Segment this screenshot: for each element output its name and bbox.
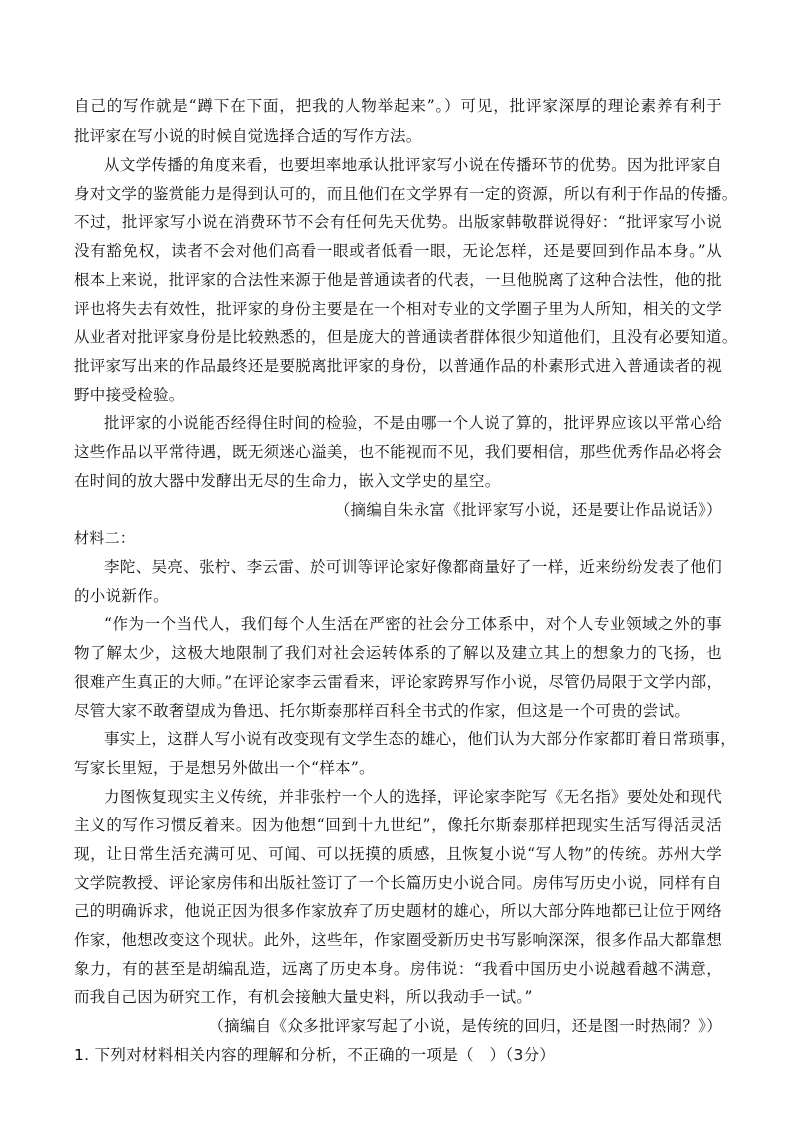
source-citation: （摘编自《众多批评家写起了小说，是传统的回归，还是图一时热闹？》）	[208, 1017, 722, 1035]
text-line: 身对文学的鉴赏能力是得到认可的，而且他们在文学界有一定的资源，所以有利于作品的传播。	[74, 185, 738, 203]
text-line: 的小说新作。	[74, 587, 169, 605]
text-line: 这些作品以平常待遇，既无须迷心溢美，也不能视而不见，我们要相信，那些优秀作品必将会	[74, 443, 722, 461]
text-line: 文学院教授、评论家房伟和出版社签订了一个长篇历史小说合同。房伟写历史小说，同样有自	[74, 874, 722, 892]
text-line: 自己的写作就是“蹲下在下面，把我的人物举起来”。）可见，批评家深厚的理论素养有利于	[74, 97, 722, 115]
text-line: 没有豁免权，读者不会对他们高看一眼或者低看一眼，无论怎样，还是要回到作品本身。”从	[74, 242, 722, 260]
text-line: 批评家的小说能否经得住时间的检验，不是由哪一个人说了算的，批评界应该以平常心给	[104, 414, 722, 432]
text-line: 很难产生真正的大师。”在评论家李云雷看来，评论家跨界写作小说，尽管仍局限于文学内部，	[74, 673, 723, 691]
text-line: 根本上来说，批评家的合法性来源于他是普通读者的代表，一旦他脱离了这种合法性，他的批	[74, 271, 722, 289]
text-line: 写家长里短，于是想另外做出一个“样本”。	[74, 759, 375, 777]
text-line: 现，让日常生活充满可见、可闻、可以抚摸的质感，且恢复小说“写人物”的传统。苏州大学	[74, 845, 722, 863]
text-line: 野中接受检验。	[74, 386, 185, 404]
question-1: 1. 下列对材料相关内容的理解和分析，不正确的一项是（ ）（3分）	[74, 1046, 556, 1064]
text-line: 在时间的放大器中发酵出无尽的生命力，嵌入文学史的星空。	[74, 472, 501, 490]
text-line: 批评家写出来的作品最终还是要脱离批评家的身份，以普通作品的朴素形式进入普通读者的视	[74, 357, 722, 375]
text-line: 象力，有的甚至是胡编乱造，远离了历史本身。房伟说：“我看中国历史小说越看越不满意，	[74, 960, 722, 978]
text-line: 评也将失去有效性，批评家的身份主要是在一个相对专业的文学圈子里为人所知，相关的文学	[74, 300, 722, 318]
section-heading: 材料二：	[74, 529, 136, 547]
text-line: 事实上，这群人写小说有改变现有文学生态的雄心，他们认为大部分作家都盯着日常琐事，	[104, 730, 737, 748]
text-line: 而我自己因为研究工作，有机会接触大量史料，所以我动手一试。”	[74, 988, 533, 1006]
source-citation: （摘编自朱永富《批评家写小说，还是要让作品说话》）	[334, 501, 722, 519]
text-line: 不过，批评家写小说在消费环节不会有任何先天优势。出版家韩敬群说得好：“批评家写小说	[74, 213, 722, 231]
text-line: 主义的写作习惯反着来。因为他想“回到十九世纪”，像托尔斯泰那样把现实生活写得活灵活	[74, 816, 722, 834]
text-line: 从文学传播的角度来看，也要坦率地承认批评家写小说在传播环节的优势。因为批评家自	[104, 156, 722, 174]
text-line: 批评家在写小说的时候自觉选择合适的写作方法。	[74, 127, 422, 145]
text-line: 从业者对批评家身份是比较熟悉的，但是庞大的普通读者群体很少知道他们，且没有必要知道。	[74, 328, 738, 346]
text-line: 己的明确诉求，他说正因为很多作家放弃了历史题材的雄心，所以大部分阵地都已让位于网络	[74, 902, 722, 920]
text-line: “作为一个当代人，我们每个人生活在严密的社会分工体系中，对个人专业领域之外的事	[104, 615, 722, 633]
text-line: 力图恢复现实主义传统，并非张柠一个人的选择，评论家李陀写《无名指》要处处和现代	[104, 788, 722, 806]
text-line: 尽管大家不敢奢望成为鲁迅、托尔斯泰那样百科全书式的作家，但这是一个可贵的尝试。	[74, 702, 691, 720]
text-line: 作家，他想改变这个现状。此外，这些年，作家圈受新历史书写影响深深，很多作品大都靠想	[74, 931, 722, 949]
text-line: 物了解太少，这极大地限制了我们对社会运转体系的了解以及建立其上的想象力的飞扬，也	[74, 644, 722, 662]
text-line: 李陀、吴亮、张柠、李云雷、於可训等评论家好像都商量好了一样，近来纷纷发表了他们	[104, 558, 722, 576]
